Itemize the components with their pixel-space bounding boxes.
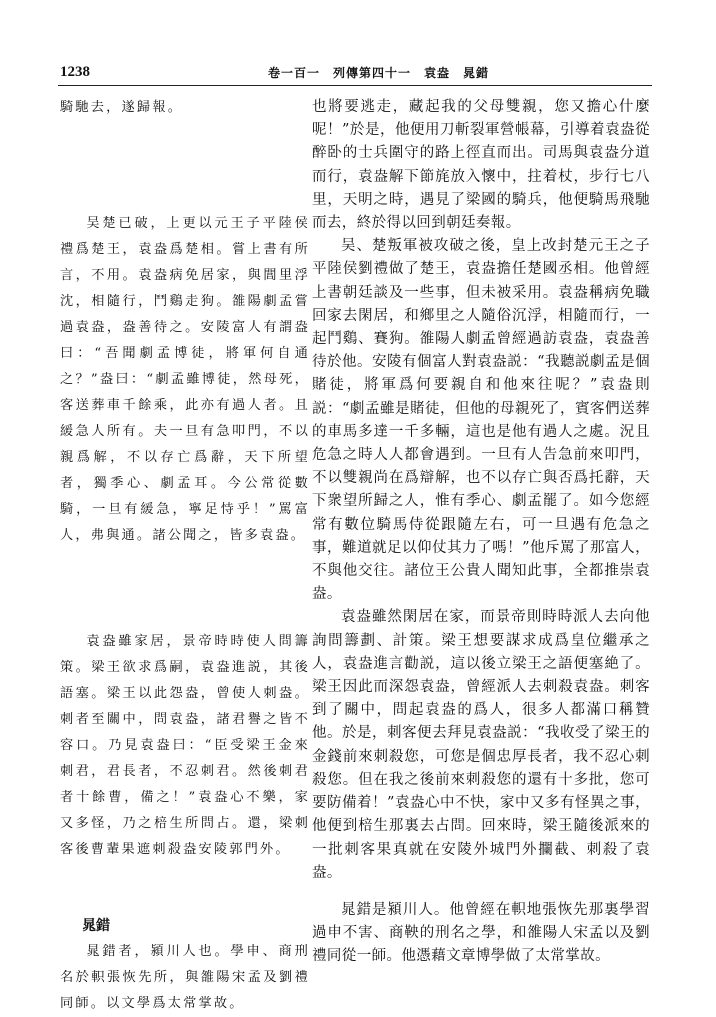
translation-column — [312, 96, 650, 969]
classical-paragraph-1: 吴楚已破，上更以元王子平陸侯禮爲楚王，袁盎爲楚相。嘗上書有所言，不用。袁盎病免居家，與閭里浮沈，相隨行，鬥鷄走狗。雒陽劇孟嘗過袁盎，盎善待之。安陵富人有謂盎曰：“吾聞劇孟博徒，將軍何自通之？”盎曰：“劇孟雖博徒，然母死，客送葬車千餘乘，此亦有過人者。且緩急人所有。夫一旦有急叩門，不以親爲解，不以存亡爲辭，天下所望者，獨季心、劇孟耳。今公常從數騎，一旦有緩急，寧足恃乎！”罵富人，弗與通。諸公聞之，皆多袁盎。 — [60, 216, 310, 543]
classical-paragraph-0: 騎馳去，遂歸報。 — [60, 100, 184, 115]
translation-paragraph-1: 吴、楚叛軍被攻破之後，皇上改封楚元王之子平陸侯劉禮做了楚王，袁盎擔任楚國丞相。他曾經上書朝廷談及一些事，但未被采用。袁盎稱病免職回家去閑居，和鄉里之人隨俗沉浮，相隨而行，一起鬥鷄、賽狗。雒陽人劇孟曾經過訪袁盎，袁盎善待於他。安陵有個富人對袁盎説：“我聽説劇孟是個賭徒，將軍爲何要親自和他來往呢？”袁盎則説：“劇孟雖是賭徒，但他的母親死了，賓客們送葬的車馬多達一千多輛，這也是他有過人之處。況且危急之時人人都會遇到。一旦有人告急前來叩門，不以雙親尚在爲辯解，也不以存亡與否爲托辭，天下衆望所歸之人，惟有季心、劇孟罷了。如今您經常有數位騎馬侍從跟隨左右，可一旦遇有危急之事，難道就足以仰仗其力了嗎！”他斥罵了那富人，不與他交往。諸位王公貴人聞知此事，全都推崇袁盎。 — [312, 238, 650, 603]
translation-paragraph-2: 袁盎雖然閑居在家，而景帝則時時派人去向他詢問籌劃、計策。梁王想要謀求成爲皇位繼承之人，袁盎進言勸説，這以後立梁王之語便塞絶了。梁王因此而深怨袁盎，曾經派人去刺殺袁盎。刺客到了關中，問起袁盎的爲人，很多人都滿口稱贊他。於是，刺客便去拜見袁盎説：“我收受了梁王的金錢前來刺殺您，可您是個忠厚長者，我不忍心刺殺您。但在我之後前來刺殺您的還有十多批，您可要防備着！”袁盎心中不快，家中又多有怪異之事，他便到棓生那裏去占問。回來時，梁王隨後派來的一批刺客果真就在安陵外城門外攔截、刺殺了袁盎。 — [312, 609, 650, 881]
page-number: 1238 — [60, 64, 90, 80]
page-header — [60, 60, 650, 84]
section-heading: 晁錯 — [82, 918, 110, 934]
translation-paragraph-0: 也將要逃走，藏起我的父母雙親，您又擔心什麼呢！”於是，他便用刀斬裂軍營帳幕，引導着袁盎從醉卧的士兵圍守的路上徑直而出。司馬與袁盎分道而行，袁盎解下節旄放入懷中，拄着杖，步行七八里，天明之時，遇見了梁國的騎兵，他便騎馬飛馳而去，終於得以回到朝廷奏報。 — [312, 99, 650, 232]
classical-chinese-column — [60, 95, 310, 1017]
classical-paragraph-2: 袁盎雖家居，景帝時時使人問籌策。梁王欲求爲嗣，袁盎進説，其後語塞。梁王以此怨盎，曾使人刺盎。刺者至關中，問袁盎，諸君譽之皆不容口。乃見袁盎曰：“臣受梁王金來刺君，君長者，不忍刺君。然後刺君者十餘曹，備之！”袁盎心不樂，家又多怪，乃之棓生所問占。還，梁刺客後曹輩果遮刺殺盎安陵郭門外。 — [60, 634, 310, 857]
running-title: 卷一百一 列傳第四十一 袁盎 晁錯 — [268, 66, 490, 80]
classical-paragraph-3: 晁錯者，潁川人也。學申、商刑名於軹張恢先所，與雒陽宋孟及劉禮同師。以文學爲太常掌故。 — [60, 944, 310, 1011]
header-rule — [58, 85, 652, 86]
translation-paragraph-3: 晁錯是潁川人。他曾經在軹地張恢先那裏學習過申不害、商鞅的刑名之學，和雒陽人宋孟以及劉禮同從一師。他憑藉文章博學做了太常掌故。 — [312, 901, 650, 965]
